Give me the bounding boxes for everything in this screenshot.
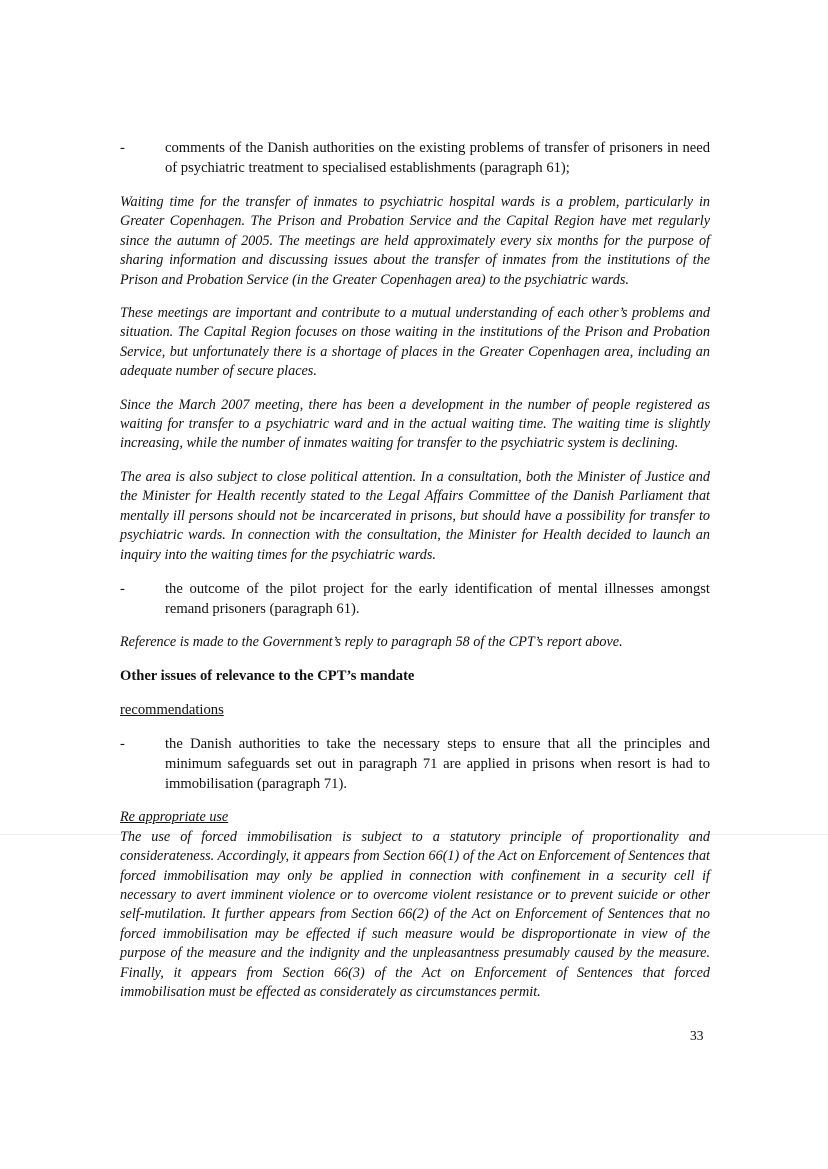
paragraph-political-attention: The area is also subject to close political attention. In a consultation, both the Minister of Justice and the Minister for Health recently stated to the Legal Affairs Committee of the Danish Parliament that mentally ill persons should not be incarcerated in prisons, but should have a possibility for transfer to psychiatric wards. In connection with the consultation, the Minister for Health decided to launch an inquiry into the waiting times for the psychiatric wards.: [120, 468, 710, 563]
document-page: [120, 132, 710, 1002]
paragraph-forced-immobilisation: The use of forced immobilisation is subject to a statutory principle of proportionality and considerateness. Accordingly, it appears from Section 66(1) of the Act on Enforcement of Sentences that forced immobilisation may only be applied in connection with confinement in a security cell if necessary to avert imminent violence or to overcome violent resistance or to prevent suicide or other self-mutilation. It further appears from Section 66(2) of the Act on Enforcement of Sentences that no forced immobilisation may be effected if such measure would be disproportionate in view of the purpose of the measure and the indignity and the unpleasantness presumably caused by the measure. Finally, it appears from Section 66(3) of the Act on Enforcement of Sentences that forced immobilisation must be effected as considerately as circumstances permit.: [120, 828, 710, 1000]
bullet-text: the Danish authorities to take the necessary steps to ensure that all the principles and minimum safeguards set out in paragraph 71 are applied in prisons when resort is had to immobilisation (paragraph 71).: [165, 736, 710, 793]
paragraph-waiting-time: Waiting time for the transfer of inmates to psychiatric hospital wards is a problem, particularly in Greater Copenhagen. The Prison and Probation Service and the Capital Region have met regularly since the autumn of 2005. The meetings are held approximately every six months for the purpose of sharing information and discussing issues about the transfer of inmates from the institutions of the Prison and Probation Service (in the Greater Copenhagen area) to the psychiatric wards.: [120, 194, 710, 288]
page-number: 33: [690, 1028, 704, 1043]
paragraph-meetings: These meetings are important and contribute to a mutual understanding of each other’s problems and situation. The Capital Region focuses on those waiting in the institutions of the Prison and Probation Service, but unfortunately there is a shortage of places in the Greater Copenhagen area, including an adequate number of secure places.: [120, 305, 710, 380]
bullet-text: comments of the Danish authorities on the existing problems of transfer of prisoners in need of psychiatric treatment to specialised establishments (paragraph 61);: [165, 140, 710, 176]
bullet-dash: -: [120, 140, 125, 156]
bullet-dash: -: [120, 736, 125, 753]
section-subheading: recommendations: [120, 702, 224, 719]
paragraph-reference: Reference is made to the Government’s reply to paragraph 58 of the CPT’s report above.: [120, 633, 623, 650]
bullet-text: the outcome of the pilot project for the early identification of mental illnesses amongst remand prisoners (paragraph 61).: [165, 580, 710, 617]
bullet-item-immobilisation: [120, 734, 710, 794]
bullet-item-pilot-project: [120, 579, 710, 619]
bullet-dash: -: [120, 580, 125, 597]
bullet-item-transfer-comments: [120, 138, 710, 178]
paragraph-since-march: Since the March 2007 meeting, there has been a development in the number of people registered as waiting for transfer to a psychiatric ward and in the actual waiting time. The waiting time is slightly increasing, while the number of inmates waiting for transfer to the psychiatric system is declining.: [120, 396, 710, 452]
section-heading: Other issues of relevance to the CPT’s mandate: [120, 668, 415, 685]
re-appropriate-use-title: Re appropriate use: [120, 809, 229, 826]
